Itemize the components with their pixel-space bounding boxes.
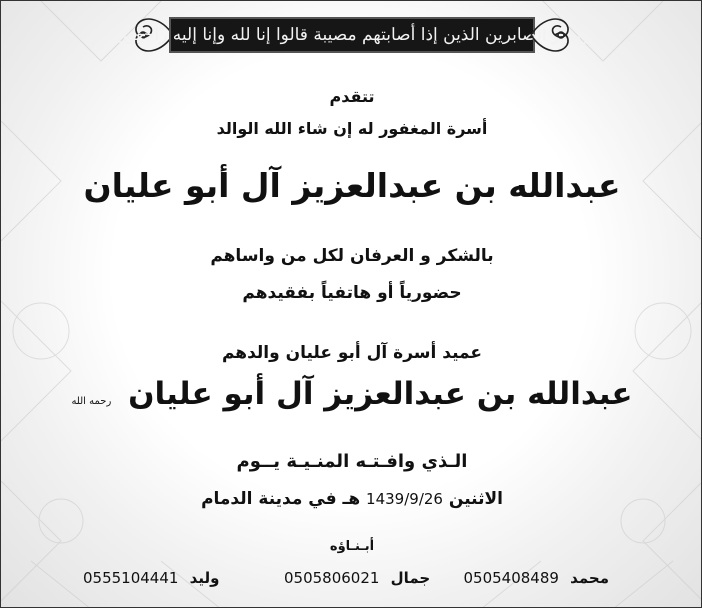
son-name: وليد — [189, 569, 220, 587]
date-line — [1, 489, 702, 509]
deceased-name: عبدالله بن عبدالعزيز آل أبو عليان — [128, 376, 633, 412]
header-banner — [114, 9, 590, 61]
son-phone: 0505408489 — [463, 569, 559, 587]
son-name: جمال — [390, 569, 431, 587]
date-number: 1439/9/26 — [366, 490, 443, 508]
son-phone: 0505806021 — [284, 569, 380, 587]
son-name: محمد — [570, 569, 609, 587]
thanks-line-1: بالشكر و العرفان لكل من واساهم — [210, 246, 494, 266]
date-suffix: هـ في مدينة الدمام — [201, 489, 361, 509]
banner-box — [114, 17, 590, 53]
intro-line: تتقدم — [329, 87, 375, 106]
son-entry — [83, 569, 219, 587]
dean-line: عميد أسرة آل أبو عليان والدهم — [221, 343, 483, 363]
sons-title: أبـنـاؤه — [329, 539, 375, 554]
father-name: عبدالله بن عبدالعزيز آل أبو عليان — [83, 166, 621, 205]
honorific: رحمه الله — [71, 396, 112, 407]
thanks-line-2: حضورياً أو هاتفياً بفقيدهم — [242, 283, 462, 303]
son-entry — [284, 569, 430, 587]
son-phone: 0555104441 — [83, 569, 179, 587]
death-line: الـذي وافـتـه المنـيـة يــوم — [236, 451, 468, 472]
ornament-right-icon — [529, 11, 573, 59]
date-prefix: الاثنين — [448, 489, 503, 509]
banner-verse: وبشر الصابرين الذين إذا أصابتهم مصيبة قالوا إنا لله وإنا إليه راجعون — [114, 25, 590, 45]
deceased-line — [1, 376, 702, 412]
family-line: أسرة المغفور له إن شاء الله الوالد — [216, 119, 488, 138]
son-entry — [464, 569, 610, 587]
